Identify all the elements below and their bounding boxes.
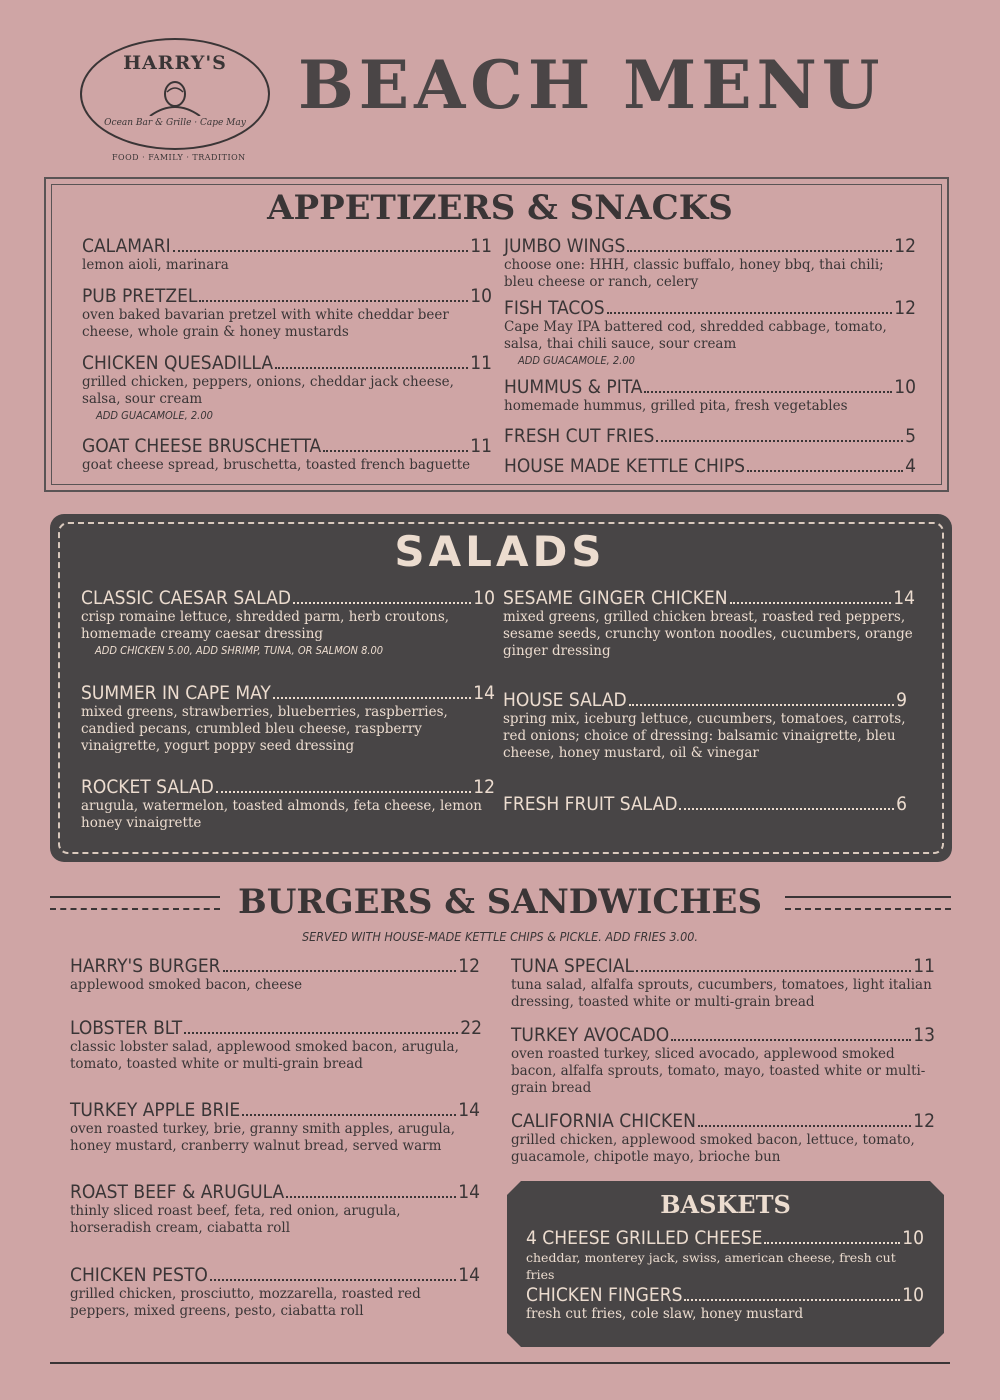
- dot-leader: [684, 1299, 900, 1301]
- menu-item: [70, 1100, 480, 1155]
- item-description: thinly sliced roast beef, feta, red onion, arugula, horseradish cream, ciabatta roll: [70, 1203, 401, 1236]
- item-description: crisp romaine lettuce, shredded parm, herb croutons, homemade creamy caesar dressing: [81, 609, 450, 642]
- item-name: FRESH FRUIT SALAD: [503, 793, 678, 815]
- dot-leader: [210, 1279, 456, 1281]
- item-price: 11: [470, 352, 492, 374]
- item-description: fresh cut fries, cole slaw, honey mustard: [526, 1306, 804, 1322]
- menu-item: [511, 1111, 935, 1166]
- item-price: 14: [458, 1181, 480, 1203]
- dot-leader: [627, 250, 892, 252]
- item-description: grilled chicken, peppers, onions, cheddar jack cheese, salsa, sour cream: [82, 374, 454, 407]
- item-description: homemade hummus, grilled pita, fresh vegetables: [504, 398, 848, 414]
- menu-item: [81, 777, 495, 832]
- item-price: 14: [458, 1264, 480, 1286]
- dot-leader: [273, 697, 471, 699]
- menu-item: [82, 353, 492, 424]
- item-price: 4: [905, 455, 916, 477]
- item-description: classic lobster salad, applewood smoked bacon, arugula, tomato, toasted white or multi-grain bread: [70, 1039, 459, 1072]
- menu-item: [504, 377, 916, 415]
- dot-leader: [698, 1125, 911, 1127]
- item-name: TURKEY APPLE BRIE: [70, 1099, 241, 1121]
- item-price: 12: [458, 955, 480, 977]
- item-price: 10: [902, 1284, 924, 1306]
- menu-item: [70, 1182, 480, 1237]
- dot-leader: [671, 1039, 911, 1041]
- item-price: 11: [470, 435, 492, 457]
- item-price: 22: [460, 1017, 482, 1039]
- item-name: HOUSE SALAD: [503, 689, 627, 711]
- item-description: Cape May IPA battered cod, shredded cabbage, tomato, salsa, thai chili sauce, sour cream: [504, 319, 887, 352]
- dot-leader: [323, 450, 468, 452]
- menu-item: [82, 236, 492, 274]
- dot-leader: [173, 250, 469, 252]
- item-name: CHICKEN PESTO: [70, 1264, 208, 1286]
- item-price: 10: [470, 285, 492, 307]
- item-price: 11: [913, 955, 935, 977]
- dot-leader: [286, 1196, 456, 1198]
- item-description: grilled chicken, applewood smoked bacon, lettuce, tomato, guacamole, chipotle mayo, brioche bun: [511, 1132, 915, 1165]
- menu-item: [70, 956, 480, 994]
- menu-item: [81, 683, 495, 755]
- dot-leader: [216, 791, 471, 793]
- item-name: JUMBO WINGS: [504, 235, 626, 257]
- dot-leader: [275, 367, 468, 369]
- dot-leader: [184, 1032, 458, 1034]
- item-description: applewood smoked bacon, cheese: [70, 977, 303, 993]
- item-name: ROAST BEEF & ARUGULA: [70, 1181, 285, 1203]
- dot-leader: [644, 391, 892, 393]
- dot-leader: [679, 808, 894, 810]
- dot-leader: [730, 602, 892, 604]
- dot-leader: [293, 602, 471, 604]
- item-price: 10: [473, 587, 495, 609]
- item-price: 12: [894, 297, 916, 319]
- item-name: GOAT CHEESE BRUSCHETTA: [82, 435, 322, 457]
- item-price: 12: [894, 235, 916, 257]
- item-name: TUNA SPECIAL: [511, 955, 634, 977]
- portrait-icon: [144, 80, 206, 116]
- item-name: FISH TACOS: [504, 297, 605, 319]
- item-price: 12: [473, 776, 495, 798]
- item-price: 12: [913, 1110, 935, 1132]
- item-addon: ADD CHICKEN 5.00, ADD SHRIMP, TUNA, OR SALMON 8.00: [95, 644, 384, 657]
- item-description: spring mix, iceburg lettuce, cucumbers, tomatoes, carrots, red onions; choice of dressing: balsamic vinaigrette, bleu cheese, honey mustard, oil & vinegar: [503, 711, 906, 761]
- item-description: cheddar, monterey jack, swiss, american cheese, fresh cut fries: [526, 1250, 896, 1282]
- menu-item: [70, 1265, 480, 1320]
- menu-item: [504, 298, 916, 369]
- item-name: CHICKEN QUESADILLA: [82, 352, 274, 374]
- item-price: 14: [458, 1099, 480, 1121]
- dot-leader: [629, 704, 895, 706]
- item-description: tuna salad, alfalfa sprouts, cucumbers, tomatoes, light italian dressing, toasted white or multi-grain bread: [511, 977, 932, 1010]
- item-description: oven roasted turkey, sliced avocado, applewood smoked bacon, alfalfa sprouts, tomato, mayo, toasted white or multi-grain bread: [511, 1046, 926, 1096]
- menu-item: [70, 1018, 482, 1073]
- item-price: 11: [470, 235, 492, 257]
- dot-leader: [764, 1242, 900, 1244]
- menu-item: [504, 426, 916, 447]
- menu-item: [504, 456, 916, 477]
- item-name: LOBSTER BLT: [70, 1017, 183, 1039]
- salads-title: SALADS: [394, 527, 606, 576]
- menu-item: [526, 1228, 924, 1283]
- appetizers-title: APPETIZERS & SNACKS: [267, 188, 733, 228]
- logo: [80, 38, 270, 150]
- menu-item: [503, 794, 907, 815]
- item-description: goat cheese spread, bruschetta, toasted french baguette: [82, 457, 471, 473]
- dot-leader: [636, 970, 911, 972]
- item-name: CALAMARI: [82, 235, 171, 257]
- baskets-title: BASKETS: [660, 1190, 791, 1219]
- item-name: TURKEY AVOCADO: [511, 1024, 670, 1046]
- item-name: HARRY'S BURGER: [70, 955, 221, 977]
- item-price: 13: [913, 1024, 935, 1046]
- item-price: 10: [902, 1227, 924, 1249]
- item-description: lemon aioli, marinara: [82, 257, 229, 273]
- item-price: 5: [905, 425, 916, 447]
- item-description: arugula, watermelon, toasted almonds, feta cheese, lemon honey vinaigrette: [81, 798, 482, 831]
- item-price: 14: [473, 682, 495, 704]
- dot-leader: [199, 300, 468, 302]
- item-description: oven baked bavarian pretzel with white cheddar beer cheese, whole grain & honey mustards: [82, 307, 449, 340]
- item-description: mixed greens, strawberries, blueberries, raspberries, candied pecans, crumbled bleu cheese, raspberry vinaigrette, yogurt poppy seed dressing: [81, 704, 448, 754]
- item-name: CALIFORNIA CHICKEN: [511, 1110, 696, 1132]
- item-description: choose one: HHH, classic buffalo, honey bbq, thai chili; bleu cheese or ranch, celery: [504, 257, 884, 290]
- page-title: BEACH MENU: [298, 46, 885, 124]
- item-price: 9: [896, 689, 907, 711]
- item-name: ROCKET SALAD: [81, 776, 214, 798]
- item-description: oven roasted turkey, brie, granny smith apples, arugula, honey mustard, cranberry walnut bread, served warm: [70, 1121, 456, 1154]
- item-name: 4 CHEESE GRILLED CHEESE: [526, 1227, 763, 1249]
- dot-leader: [656, 440, 903, 442]
- menu-item: [504, 236, 916, 291]
- menu-item: [511, 956, 935, 1011]
- burgers-title: BURGERS & SANDWICHES: [237, 882, 762, 922]
- dot-leader: [747, 470, 903, 472]
- menu-item: [526, 1285, 924, 1323]
- menu-item: [503, 588, 915, 660]
- menu-item: [503, 690, 907, 762]
- item-price: 6: [896, 793, 907, 815]
- item-description: grilled chicken, prosciutto, mozzarella, roasted red peppers, mixed greens, pesto, ciabatta roll: [70, 1286, 421, 1319]
- bottom-divider: [50, 1362, 950, 1364]
- menu-item: [81, 588, 495, 659]
- item-name: PUB PRETZEL: [82, 285, 198, 307]
- item-name: CLASSIC CAESAR SALAD: [81, 587, 292, 609]
- dot-leader: [223, 970, 457, 972]
- dot-leader: [242, 1114, 456, 1116]
- item-name: HUMMUS & PITA: [504, 376, 643, 398]
- item-name: CHICKEN FINGERS: [526, 1284, 683, 1306]
- item-name: FRESH CUT FRIES: [504, 425, 655, 447]
- menu-item: [511, 1025, 935, 1097]
- item-addon: ADD GUACAMOLE, 2.00: [96, 409, 213, 422]
- item-name: SESAME GINGER CHICKEN: [503, 587, 728, 609]
- item-addon: ADD GUACAMOLE, 2.00: [518, 354, 635, 367]
- dot-leader: [607, 312, 893, 314]
- item-price: 14: [893, 587, 915, 609]
- logo-tagline: FOOD · FAMILY · TRADITION: [112, 153, 246, 162]
- item-price: 10: [894, 376, 916, 398]
- menu-item: [82, 286, 492, 341]
- item-name: HOUSE MADE KETTLE CHIPS: [504, 455, 746, 477]
- item-name: SUMMER IN CAPE MAY: [81, 682, 271, 704]
- logo-subtitle: Ocean Bar & Grille · Cape May: [104, 118, 246, 128]
- menu-item: [82, 436, 492, 474]
- logo-name: HARRY'S: [123, 52, 227, 74]
- served-note: SERVED WITH HOUSE-MADE KETTLE CHIPS & PICKLE. ADD FRIES 3.00.: [301, 929, 699, 944]
- item-description: mixed greens, grilled chicken breast, roasted red peppers, sesame seeds, crunchy wonton noodles, cucumbers, orange ginger dressing: [503, 609, 913, 659]
